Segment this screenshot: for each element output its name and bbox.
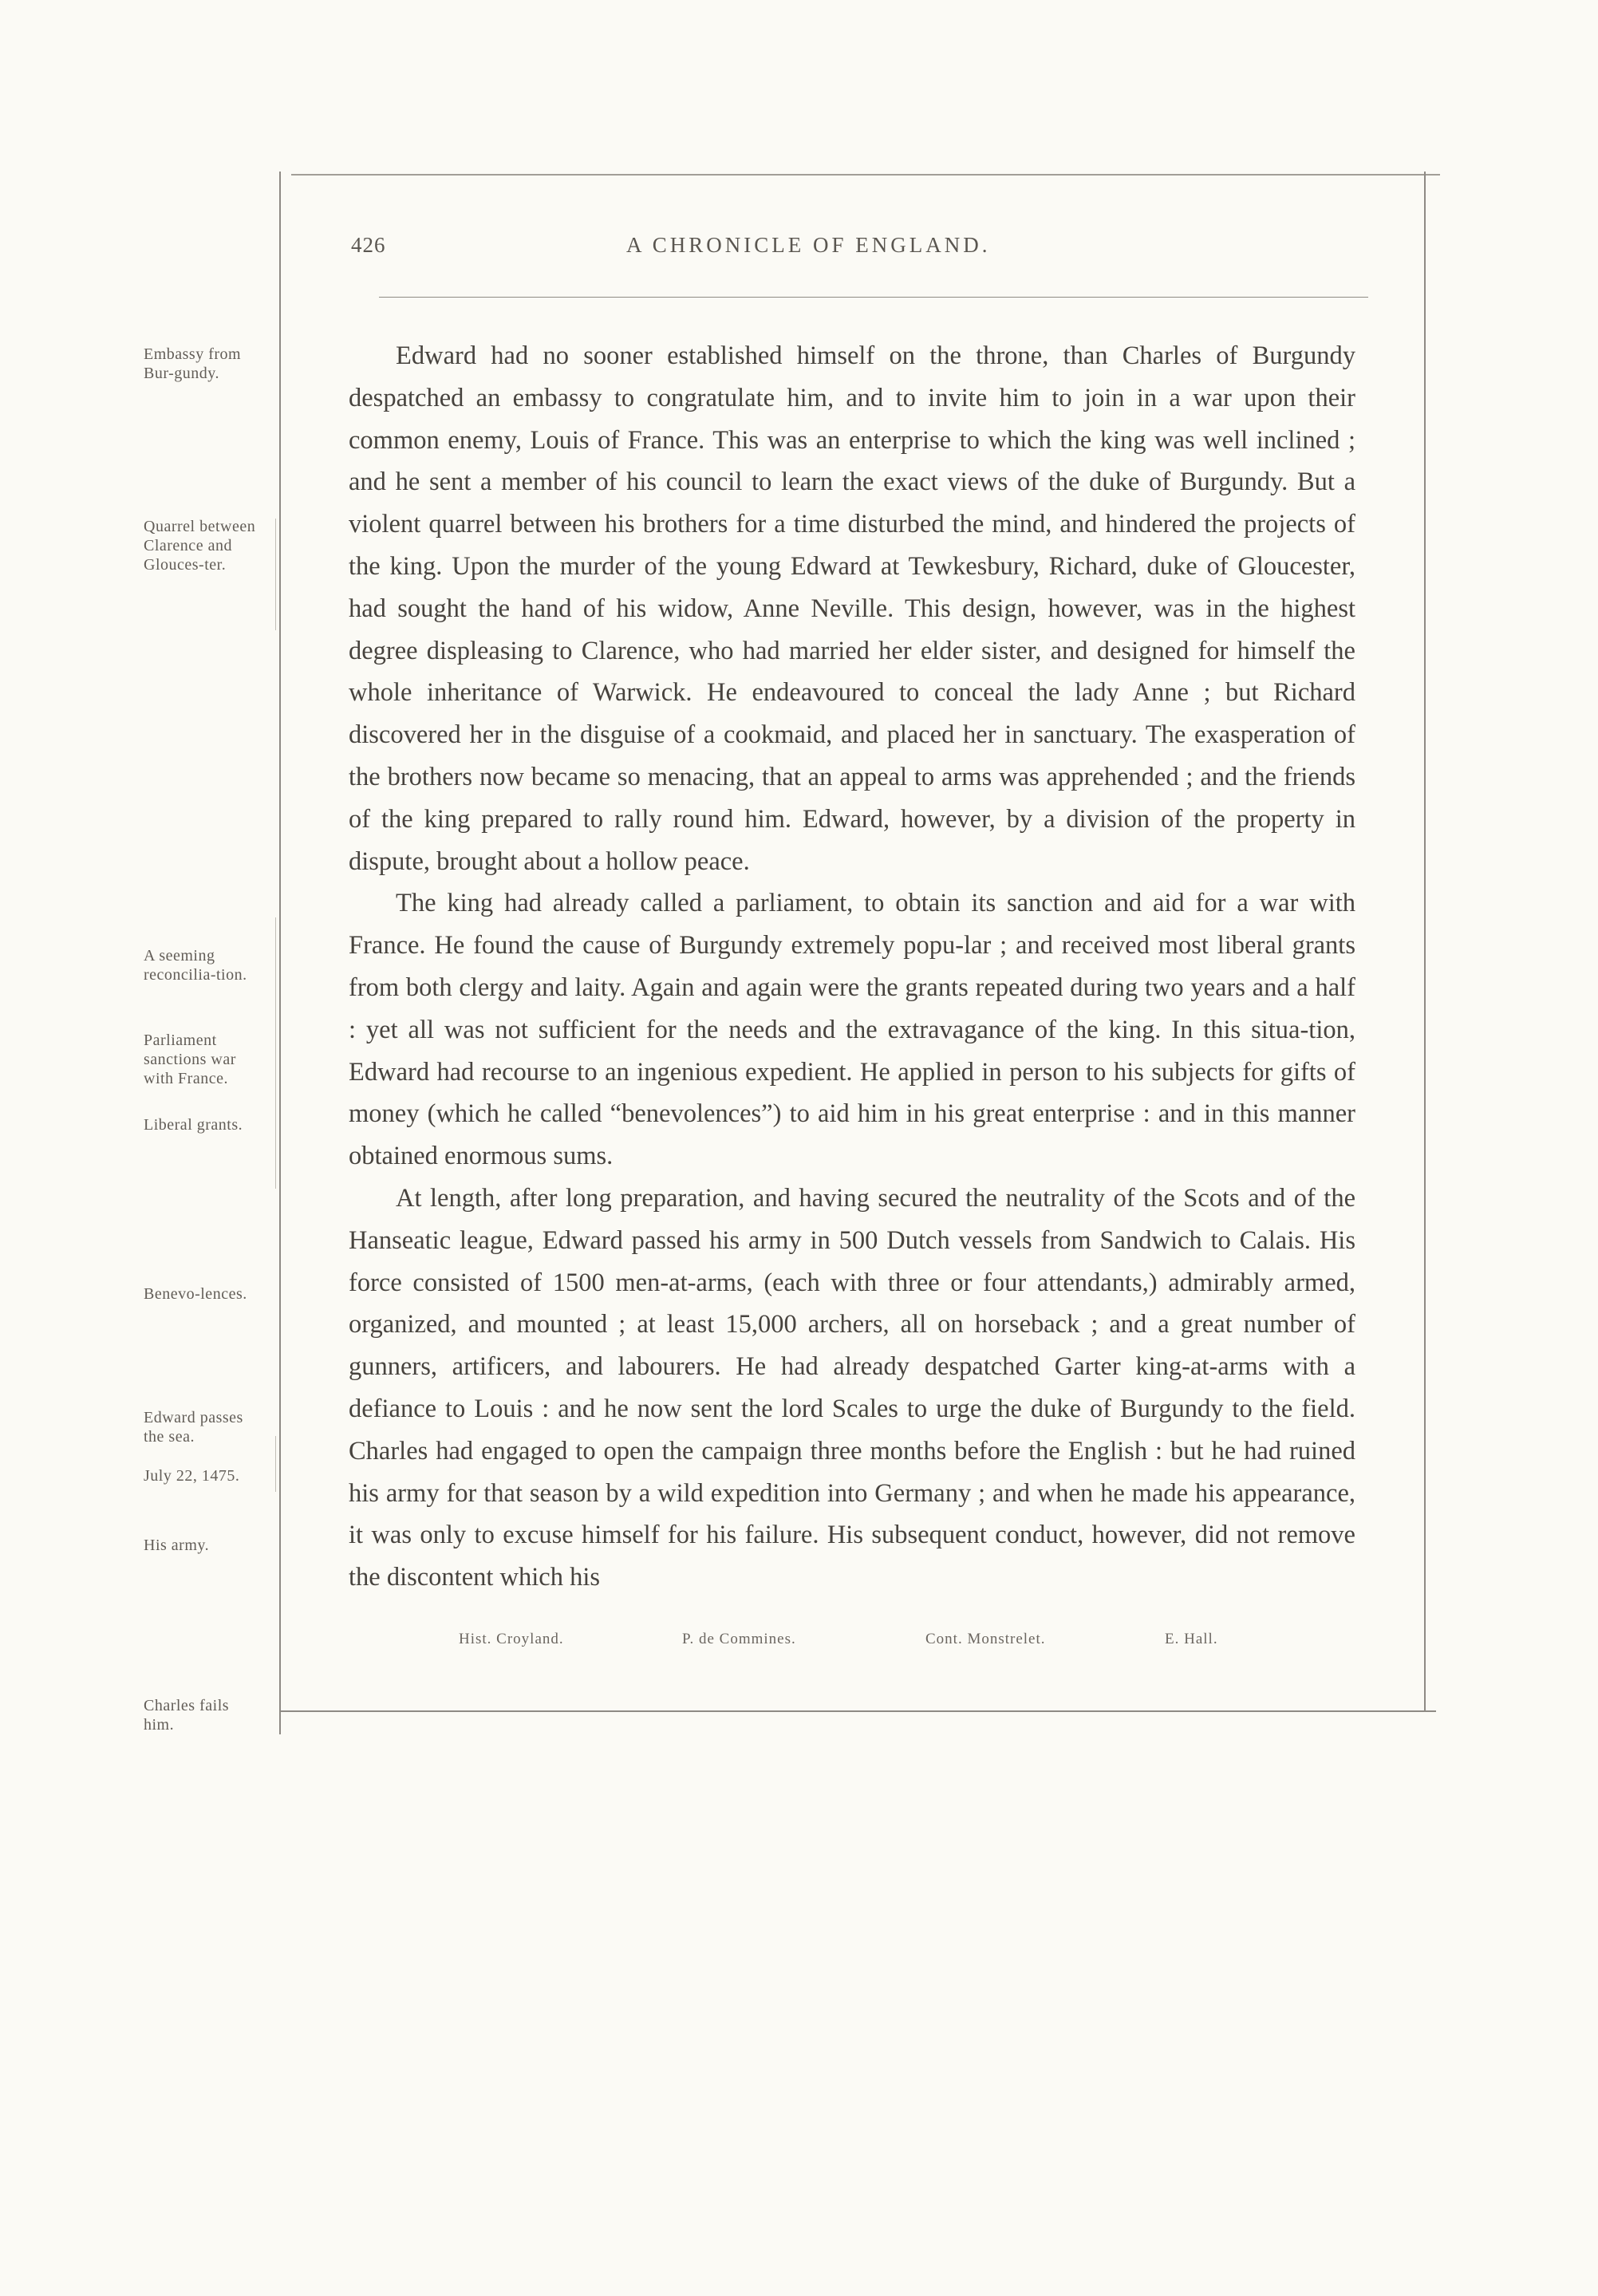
margin-note-army: His army. [144,1537,210,1554]
citation: P. de Commines. [682,1631,796,1647]
margin-rule [275,1436,276,1492]
citation: Cont. Monstrelet. [925,1631,1046,1647]
citation: E. Hall. [1165,1631,1218,1647]
margin-note-edward-passes: Edward passes the sea. [144,1409,243,1446]
margin-note-quarrel: Quarrel between Clarence and Glouces-ter. [144,518,256,574]
running-title: A CHRONICLE OF ENGLAND. [626,233,991,257]
margin-rule [275,917,276,1189]
body-text [349,335,1355,1599]
margin-note-liberal-grants: Liberal grants. [144,1116,243,1134]
margin-note-reconciliation: A seeming reconcilia-tion. [144,947,247,984]
running-header [351,233,1372,265]
margin-note-embassy: Embassy from Bur-gundy. [144,345,242,382]
footnote-citations [343,1631,1348,1655]
paragraph: The king had already called a parliament, to obtain its sanction and aid for a war with France. He found the cause of Burgundy extremely popu-lar ; and received most liberal grants from both clergy and laity. Again and again were the grants repeated during two years and a half : yet all was not sufficient for the needs and the extravagance of the king. In this situa-tion, Edward had recourse to an ingenious expedient. He applied in person to his subjects for gifts of money (which he called “benevolences”) to aid him in his great enterprise : and in this manner obtained enormous sums. [349,889,1355,1171]
margin-rule [275,519,276,630]
page-number: 426 [351,233,386,257]
page-border-left [279,172,281,1734]
margin-note-parliament: Parliament sanctions war with France. [144,1032,236,1087]
page-border-top [291,174,1440,176]
page-border-bottom [279,1710,1436,1712]
citation: Hist. Croyland. [459,1631,564,1647]
margin-note-date: July 22, 1475. [144,1467,240,1485]
margin-note-charles: Charles fails him. [144,1697,230,1734]
page-border-right [1424,172,1426,1710]
paragraph: Edward had no sooner established himself on the throne, than Charles of Burgundy despatched an embassy to congratulate him, and to invite him to join in a war upon their common enemy, Louis of France. This was an enterprise to which the king was well inclined ; and he sent a member of his council to learn the exact views of the duke of Burgundy. But a violent quarrel between his brothers for a time disturbed the mind, and hindered the projects of the king. Upon the murder of the young Edward at Tewkesbury, Richard, duke of Gloucester, had sought the hand of his widow, Anne Neville. This design, however, was in the highest degree displeasing to Clarence, who had married her elder sister, and designed for himself the whole inheritance of Warwick. He endeavoured to conceal the lady Anne ; but Richard discovered her in the disguise of a cookmaid, and placed her in sanctuary. The exasperation of the brothers now became so menacing, that an appeal to arms was apprehended ; and the friends of the king prepared to rally round him. Edward, however, by a division of the property in dispute, brought about a hollow peace. [349,341,1355,876]
paragraph: At length, after long preparation, and having secured the neutrality of the Scots and of the Hanseatic league, Edward passed his army in 500 Dutch vessels from Sandwich to Calais. His force consisted of 1500 men-at-arms, (each with three or four attendants,) admirably armed, organized, and mounted ; at least 15,000 archers, all on horseback ; and a great number of gunners, artificers, and labourers. He had already despatched Garter king-at-arms with a defiance to Louis : and he now sent the lord Scales to urge the duke of Burgundy to the field. Charles had engaged to open the campaign three months before the English : but he had ruined his army for that season by a wild expedition into Germany ; and when he made his appearance, it was only to excuse himself for his failure. His subsequent conduct, however, did not remove the discontent which his [349,1183,1355,1592]
header-rule [379,297,1368,298]
margin-note-benevolences: Benevo-lences. [144,1285,247,1303]
